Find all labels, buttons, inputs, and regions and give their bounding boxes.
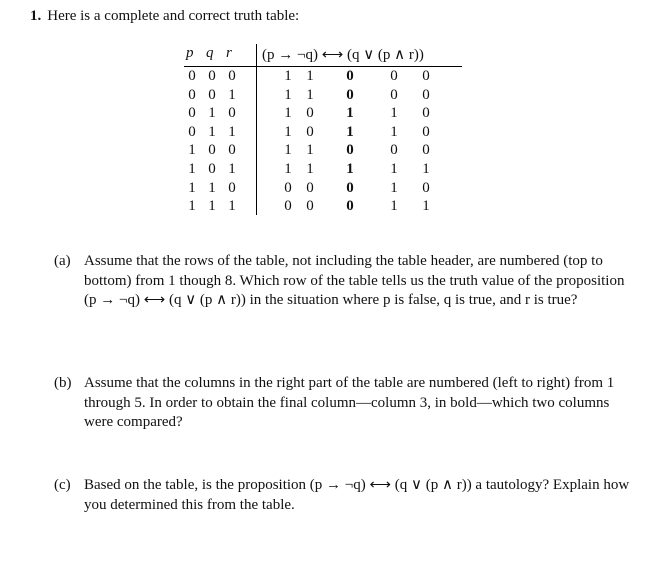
table-header: [184, 44, 462, 67]
cell-c5: 1: [422, 198, 430, 215]
question-c-label: (c): [54, 477, 71, 493]
cell-p: 1: [188, 179, 196, 196]
question-a-label: (a): [54, 253, 71, 269]
table-body: [184, 67, 462, 216]
cell-p: 0: [188, 105, 196, 122]
cell-c1: 1: [284, 105, 292, 122]
question-a: [54, 252, 639, 311]
cell-c2: 1: [306, 142, 314, 159]
cell-c1: 0: [284, 198, 292, 215]
cell-c1: 1: [284, 86, 292, 103]
cell-c3: 0: [346, 142, 354, 159]
cell-q: 1: [208, 198, 216, 215]
truth-table: [184, 44, 462, 216]
cell-r: 0: [228, 105, 236, 122]
cell-c1: 1: [284, 160, 292, 177]
question-b-label: (b): [54, 375, 72, 391]
cell-p: 0: [188, 123, 196, 140]
cell-q: 1: [208, 179, 216, 196]
cell-c2: 0: [306, 123, 314, 140]
cell-c4: 0: [390, 86, 398, 103]
cell-r: 0: [228, 142, 236, 159]
cell-c4: 1: [390, 105, 398, 122]
question-b-text: Assume that the columns in the right part of the table are numbered (left to right) from 1 through 5. In order to obtain the final column—column 3, in bold—which two columns were compared?: [84, 375, 615, 430]
cell-c2: 1: [306, 160, 314, 177]
cell-c1: 0: [284, 179, 292, 196]
cell-c5: 0: [422, 123, 430, 140]
table-row: [184, 197, 462, 216]
cell-c3: 1: [346, 160, 354, 177]
table-row: [184, 160, 462, 179]
problem-heading: [30, 8, 299, 25]
table-row: [184, 86, 462, 105]
problem-intro: Here is a complete and correct truth table:: [47, 8, 300, 24]
cell-c4: 0: [390, 68, 398, 84]
cell-c3: 0: [346, 86, 354, 103]
cell-c4: 1: [390, 123, 398, 140]
cell-c4: 1: [390, 179, 398, 196]
cell-c3: 0: [346, 68, 354, 84]
problem-number: 1.: [30, 8, 42, 24]
cell-c3: 0: [346, 179, 354, 196]
cell-q: 0: [208, 142, 216, 159]
cell-p: 1: [188, 142, 196, 159]
cell-c2: 0: [306, 198, 314, 215]
cell-c5: 0: [422, 68, 430, 84]
table-row: [184, 67, 462, 86]
cell-q: 0: [208, 68, 216, 84]
cell-q: 1: [208, 105, 216, 122]
cell-q: 0: [208, 160, 216, 177]
cell-c4: 1: [390, 160, 398, 177]
cell-c2: 1: [306, 68, 314, 84]
cell-p: 0: [188, 68, 196, 84]
cell-c5: 1: [422, 160, 430, 177]
cell-r: 1: [228, 160, 236, 177]
cell-c3: 1: [346, 105, 354, 122]
cell-c5: 0: [422, 179, 430, 196]
cell-r: 1: [228, 198, 236, 215]
cell-c2: 1: [306, 86, 314, 103]
table-row: [184, 141, 462, 160]
cell-c1: 1: [284, 142, 292, 159]
cell-c2: 0: [306, 105, 314, 122]
question-b: [54, 374, 639, 433]
question-a-text: Assume that the rows of the table, not including the table header, are numbered (top to bottom) from 1 though 8. Which row of the table tells us the truth value of the proposition (p → ¬q) ⟷ (q ∨ (p ∧ r)) in the situation where p is false, q is true, and r is true?: [84, 253, 625, 308]
cell-c4: 0: [390, 142, 398, 159]
cell-p: 0: [188, 86, 196, 103]
table-row: [184, 179, 462, 198]
cell-c5: 0: [422, 86, 430, 103]
cell-c5: 0: [422, 105, 430, 122]
cell-p: 1: [188, 160, 196, 177]
cell-r: 1: [228, 86, 236, 103]
question-c-text: Based on the table, is the proposition (p → ¬q) ⟷ (q ∨ (p ∧ r)) a tautology? Explain how you determined this from the table.: [84, 477, 630, 513]
cell-c2: 0: [306, 179, 314, 196]
cell-p: 1: [188, 198, 196, 215]
cell-q: 0: [208, 86, 216, 103]
cell-q: 1: [208, 123, 216, 140]
cell-c1: 1: [284, 68, 292, 84]
cell-c5: 0: [422, 142, 430, 159]
header-var-p: p: [186, 45, 194, 61]
cell-r: 0: [228, 179, 236, 196]
cell-r: 0: [228, 68, 236, 84]
header-var-r: r: [226, 45, 232, 61]
cell-c4: 1: [390, 198, 398, 215]
cell-c3: 0: [346, 198, 354, 215]
cell-c3: 1: [346, 123, 354, 140]
table-row: [184, 104, 462, 123]
question-c: [54, 476, 639, 515]
header-var-q: q: [206, 45, 214, 61]
cell-c1: 1: [284, 123, 292, 140]
table-row: [184, 123, 462, 142]
cell-r: 1: [228, 123, 236, 140]
header-expression: (p → ¬q) ⟷ (q ∨ (p ∧ r)): [262, 47, 424, 63]
